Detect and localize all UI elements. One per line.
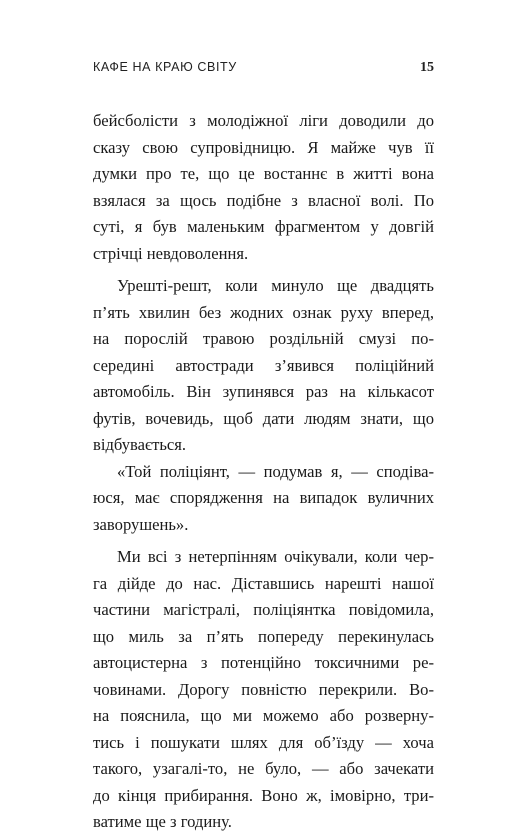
paragraph-4: [93, 544, 434, 836]
paragraph-3: [93, 459, 434, 539]
text-line: сказу свою супровідницю. Я майже чув її: [93, 137, 434, 157]
text-line: суті, я був маленьким фрагментом у довгій: [93, 217, 434, 236]
text-line: взялася за щось подібне з власної волі. По: [93, 190, 434, 210]
text-line: Урешті-решт, коли минуло ще двадцять: [117, 276, 434, 295]
text-line: бейсболісти з молодіжної ліги доводили до: [93, 111, 434, 130]
body-text: [93, 108, 434, 836]
text-line: середині автостради з’явився поліційний: [93, 355, 434, 375]
text-line: автоцистерна з потенційно токсичними ре-: [93, 653, 434, 672]
text-line: «Той поліціянт, — подумав я, — сподіва-: [117, 461, 434, 481]
text-line: футів, вочевидь, щоб дати людям знати, що: [93, 408, 434, 428]
text-line: частини магістралі, поліціянтка повідомила,: [93, 600, 434, 619]
paragraph-1: [93, 108, 434, 267]
text-line: ватиме ще з годину.: [93, 812, 232, 831]
text-line: думки про те, що це востаннє в житті вона: [93, 164, 434, 183]
text-line: заворушень».: [93, 514, 189, 534]
text-line: юся, має спорядження на випадок вуличних: [93, 488, 434, 507]
text-line: стрічці невдоволення.: [93, 243, 249, 263]
text-line: тись і пошукати шлях для об’їзду — хоча: [93, 732, 434, 752]
paragraph-2: [93, 273, 434, 459]
text-line: Ми всі з нетерпінням очікували, коли чер-: [117, 547, 434, 566]
text-line: п’ять хвилин без жодних ознак руху вперед,: [93, 302, 434, 322]
text-line: човинами. Дорогу повністю перекрили. Во-: [93, 679, 434, 699]
text-line: відбувається.: [93, 435, 187, 454]
text-line: га дійде до нас. Діставшись нарешті нашої: [93, 573, 434, 593]
text-line: на порослій травою роздільній смузі по-: [93, 329, 434, 348]
running-header: [93, 60, 434, 80]
text-line: такого, узагалі-то, не було, — або зачекати: [93, 759, 434, 778]
text-line: автомобіль. Він зупинявся раз на кількасот: [93, 382, 434, 401]
text-line: до кінця прибирання. Воно ж, імовірно, три-: [93, 785, 434, 805]
running-title: КАФЕ НА КРАЮ СВІТУ: [93, 60, 237, 74]
page-number: 15: [420, 60, 434, 75]
text-line: що миль за п’ять попереду перекинулась: [93, 626, 434, 646]
text-line: на пояснила, що ми можемо або розверну-: [93, 706, 434, 725]
